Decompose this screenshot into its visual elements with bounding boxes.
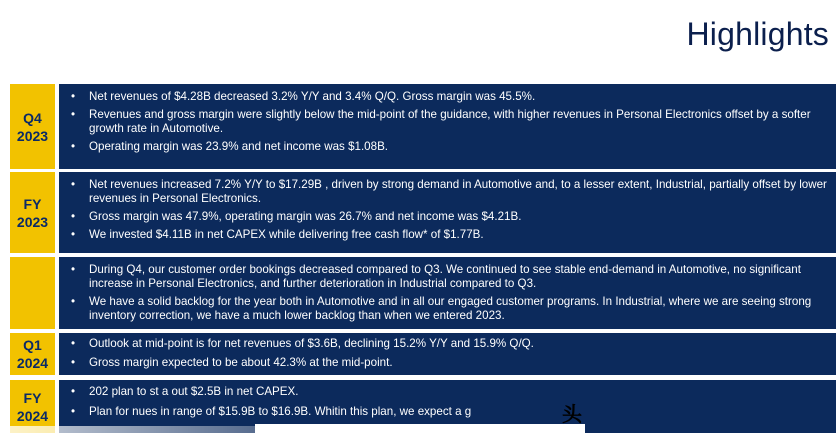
bullet-item: • Net revenues of $4.28B decreased 3.2% Y/Y and 3.4% Q/Q. Gross margin was 45.5%. bbox=[89, 90, 828, 104]
label-period: FY bbox=[23, 195, 42, 212]
section-content bbox=[59, 257, 836, 329]
section-label bbox=[10, 172, 55, 253]
bullet-item: • During Q4, our customer order bookings decreased compared to Q3. We continued to see stable end-demand in Automotive, no significant increase in Personal Electronics, and further deterioration in Industrial compared to Q3. bbox=[89, 263, 828, 291]
overlay-white-strip bbox=[255, 424, 585, 433]
section-content bbox=[59, 172, 836, 253]
label-year: 2023 bbox=[16, 127, 49, 144]
overlay-fade bbox=[0, 426, 260, 433]
overlay-glyph: 头 bbox=[562, 404, 582, 426]
section-label bbox=[10, 84, 55, 169]
section-q4-2023 bbox=[10, 84, 836, 169]
bullet-item: • Gross margin was 47.9%, operating margin was 26.7% and net income was $4.21B. bbox=[89, 210, 828, 224]
bullet-item: • Outlook at mid-point is for net revenues of $3.6B, declining 15.2% Y/Y and 15.9% Q/Q. bbox=[89, 337, 828, 351]
bullet-item: • We invested $4.11B in net CAPEX while delivering free cash flow* of $1.77B. bbox=[89, 228, 828, 242]
section-q1-2024 bbox=[10, 333, 836, 375]
label-year: 2024 bbox=[16, 355, 49, 371]
bullet-item: • We have a solid backlog for the year both in Automotive and in all our engaged customer programs. In Industrial, where we are seeing strong inventory correction, we have a much lower backlog than when we entered 2023. bbox=[89, 295, 828, 323]
label-period: Q1 bbox=[23, 337, 42, 353]
bullet-item: • Net revenues increased 7.2% Y/Y to $17.29B , driven by strong demand in Automotive and, to a lesser extent, Industrial, partially offset by lower revenues in Personal Electronics. bbox=[89, 178, 828, 206]
label-period: Q4 bbox=[23, 109, 42, 126]
bullet-item: • Operating margin was 23.9% and net income was $1.08B. bbox=[89, 140, 828, 154]
bullet-item: • Gross margin expected to be about 42.3% at the mid-point. bbox=[89, 356, 828, 370]
section-fy-2023 bbox=[10, 172, 836, 253]
section-label bbox=[10, 333, 55, 375]
bullet-item: • 202 plan to st a out $2.5B in net CAPEX. bbox=[89, 385, 828, 399]
section-content bbox=[59, 84, 836, 169]
section-outlook-commentary bbox=[10, 257, 836, 329]
section-content bbox=[59, 333, 836, 375]
page-title: Highlights bbox=[686, 16, 829, 52]
label-year: 2023 bbox=[16, 213, 49, 230]
bullet-item: • Revenues and gross margin were slightly below the mid-point of the guidance, with higher revenues in Personal Electronics offset by a softer growth rate in Automotive. bbox=[89, 108, 828, 136]
label-period: FY bbox=[23, 389, 42, 406]
label-year: 2024 bbox=[16, 407, 49, 424]
section-label bbox=[10, 257, 55, 329]
bullet-item: • Plan for nues in range of $15.9B to $16.9B. Whitin this plan, we expect a g bbox=[89, 405, 828, 419]
